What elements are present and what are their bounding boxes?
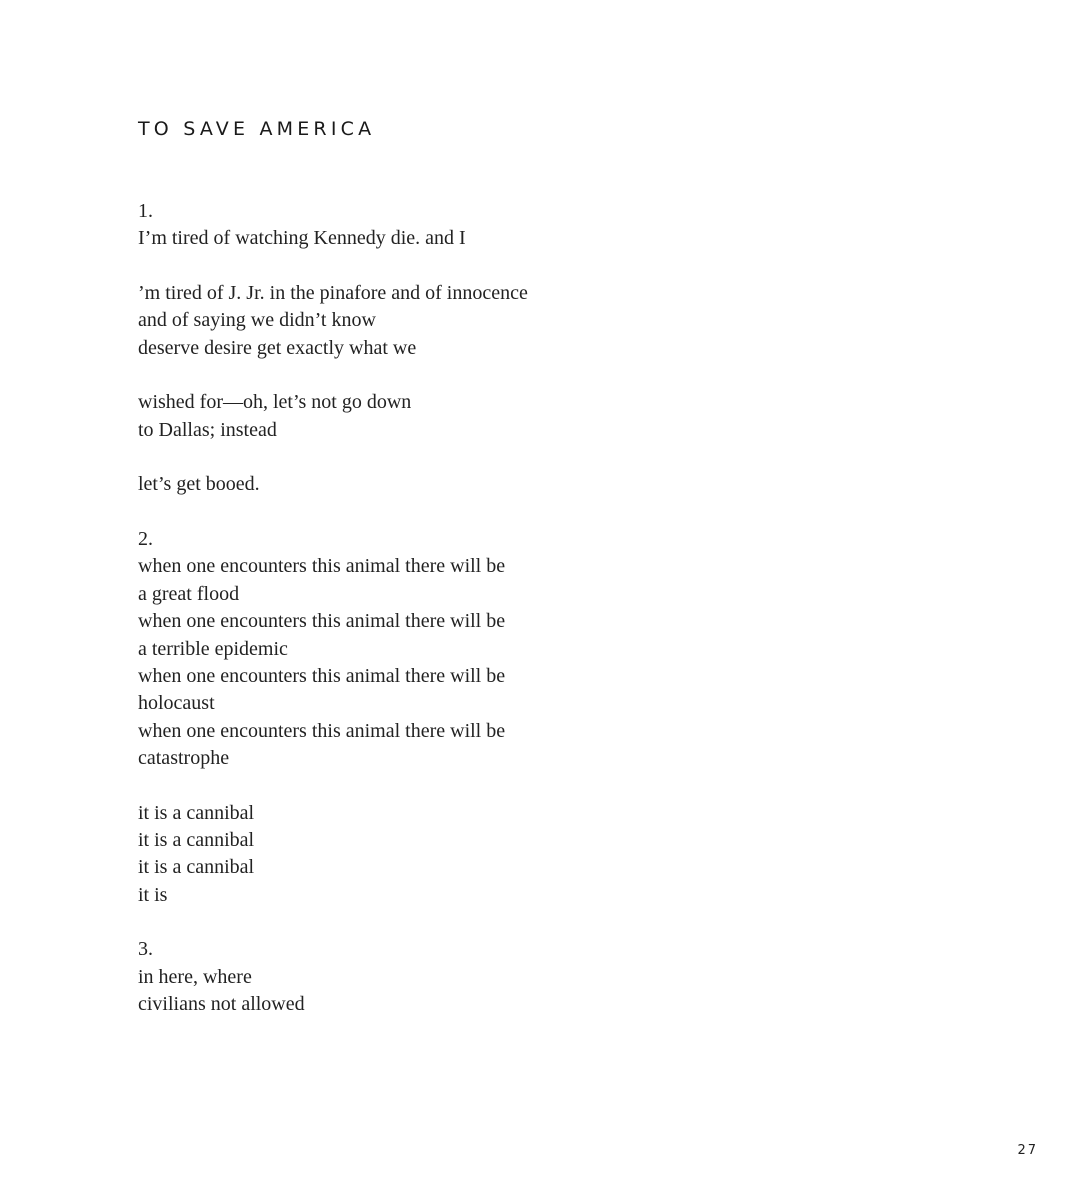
poem-line: when one encounters this animal there will be	[138, 719, 506, 742]
poem-line: holocaust	[138, 692, 215, 715]
poem-stanza	[138, 471, 898, 498]
page-content	[138, 118, 898, 1046]
poem-line: and of saying we didn’t know	[138, 309, 376, 332]
poem-line: when one encounters this animal there will be	[138, 610, 506, 633]
poem-line: when one encounters this animal there will be	[138, 555, 506, 578]
poem-line: it is a cannibal	[138, 856, 255, 879]
poem-stanza	[138, 526, 898, 772]
poem-line: to Dallas; instead	[138, 418, 277, 441]
page-number: 27	[1017, 1143, 1038, 1158]
poem-title: TO SAVE AMERICA	[138, 118, 376, 140]
poem-stanza	[138, 198, 898, 253]
poem-line: it is	[138, 883, 168, 906]
poem-stanza	[138, 280, 898, 362]
poem-line: a great flood	[138, 582, 240, 605]
poem-line: it is a cannibal	[138, 801, 255, 824]
poem-line: a terrible epidemic	[138, 637, 288, 660]
poem-stanza	[138, 800, 898, 909]
poem-line: catastrophe	[138, 746, 230, 769]
poem-line: wished for—oh, let’s not go down	[138, 391, 412, 414]
poem-line: 2.	[138, 528, 153, 551]
poem-line: when one encounters this animal there will be	[138, 664, 506, 687]
poem-line: deserve desire get exactly what we	[138, 336, 417, 359]
poem-line: let’s get booed.	[138, 473, 260, 496]
poem-stanza	[138, 936, 898, 1018]
poem-line: civilians not allowed	[138, 992, 305, 1015]
poem-line: it is a cannibal	[138, 828, 255, 851]
poem-line: I’m tired of watching Kennedy die. and I	[138, 227, 466, 250]
poem-stanza	[138, 389, 898, 444]
poem-body	[138, 198, 898, 1018]
poem-line: in here, where	[138, 965, 252, 988]
poem-line: ’m tired of J. Jr. in the pinafore and of innocence	[138, 282, 528, 305]
poem-line: 3.	[138, 938, 153, 961]
poem-line: 1.	[138, 200, 153, 222]
